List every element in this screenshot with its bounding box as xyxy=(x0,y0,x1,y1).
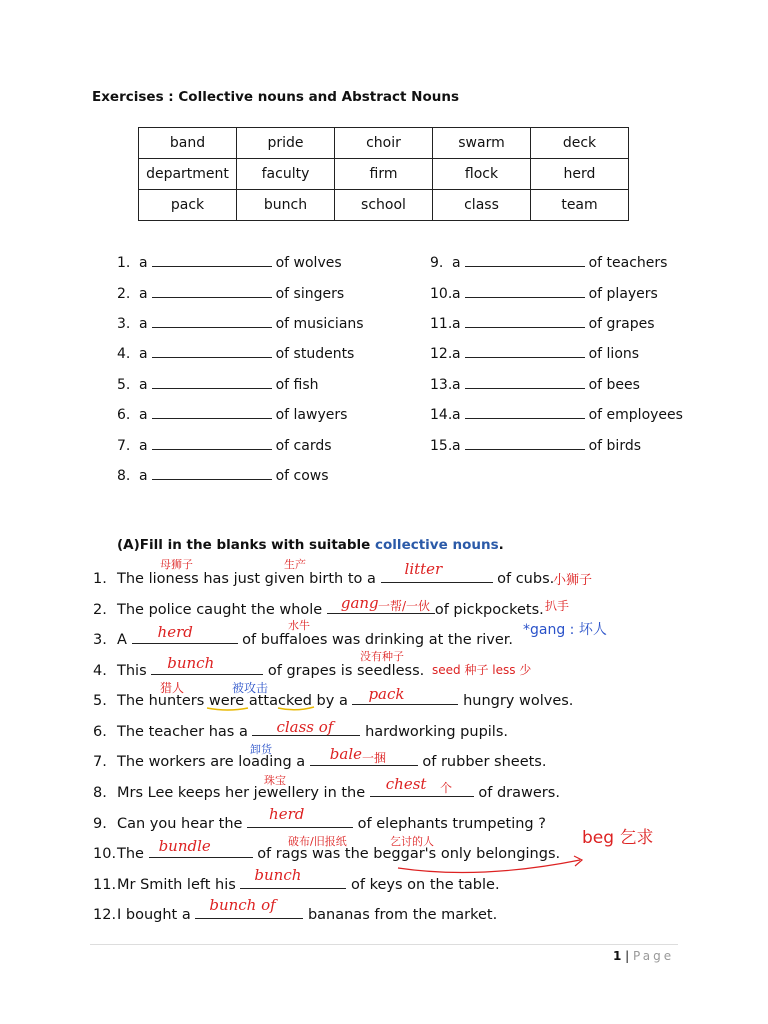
exercise-article: a xyxy=(452,377,461,393)
handwritten-answer: bale xyxy=(329,745,363,763)
question-number: 7. xyxy=(93,754,107,770)
question-text-before: A xyxy=(117,632,127,648)
handwritten-note: 没有种子 xyxy=(360,650,404,663)
section-heading-highlight: collective nouns xyxy=(375,537,499,553)
exercise-number: 5. xyxy=(117,377,131,393)
handwritten-answer: class of xyxy=(276,718,334,736)
question-text-after: of drawers. xyxy=(478,785,560,801)
handwritten-note: 破布/旧报纸 xyxy=(288,835,347,848)
handwritten-answer: herd xyxy=(157,623,193,641)
exercise-text: of students xyxy=(275,346,355,362)
question-number: 4. xyxy=(93,663,107,679)
exercise-text: of fish xyxy=(275,377,319,393)
handwritten-note: seed 种子 less 少 xyxy=(432,663,532,677)
question-text-after: bananas from the market. xyxy=(307,907,498,923)
exercise-article: a xyxy=(452,346,461,362)
question-text-before: Mr Smith left his xyxy=(117,877,236,893)
exercise-number: 6. xyxy=(117,407,131,423)
handwritten-note: 珠宝 xyxy=(264,774,286,787)
table-cell: department xyxy=(139,159,237,190)
exercise-number: 14. xyxy=(430,407,453,423)
table-cell: herd xyxy=(531,159,629,190)
exercise-text: of singers xyxy=(275,286,345,302)
question-number: 12. xyxy=(93,907,117,923)
question-text-after: of cubs. xyxy=(497,571,555,587)
handwritten-answer: bunch xyxy=(254,866,302,884)
handwritten-note: *gang : 坏人 xyxy=(523,622,607,638)
exercise-article: a xyxy=(452,438,461,454)
question-text-after: of elephants trumpeting ? xyxy=(357,816,546,832)
handwritten-answer: bunch xyxy=(167,654,215,672)
exercise-text: of cows xyxy=(275,468,329,484)
exercise-number: 10. xyxy=(430,286,453,302)
question-number: 6. xyxy=(93,724,107,740)
exercise-number: 13. xyxy=(430,377,453,393)
handwritten-answer: chest xyxy=(385,775,427,793)
table-cell: pride xyxy=(237,128,335,159)
page-label: Page xyxy=(633,949,675,963)
question-number: 8. xyxy=(93,785,107,801)
exercise-article: a xyxy=(139,255,148,271)
handwritten-answer: bundle xyxy=(158,837,211,855)
arrow-icon xyxy=(398,860,580,873)
handwritten-note: 猎人 xyxy=(160,681,185,695)
exercise-number: 2. xyxy=(117,286,131,302)
exercise-text: of cards xyxy=(275,438,332,454)
handwritten-note: 卸货 xyxy=(250,743,272,756)
question-text-before: The lioness has just given birth to a xyxy=(117,571,376,587)
handwritten-note: 水牛 xyxy=(288,619,310,632)
exercise-article: a xyxy=(452,407,461,423)
section-heading-suffix: . xyxy=(498,537,504,553)
question-text-after: of pickpockets. xyxy=(434,602,544,618)
exercise-text: of musicians xyxy=(275,316,364,332)
footer-divider xyxy=(90,944,678,945)
exercise-number: 9. xyxy=(430,255,444,271)
handwritten-note: 一捆 xyxy=(362,751,387,765)
table-cell: band xyxy=(139,128,237,159)
question-text-after: of rubber sheets. xyxy=(422,754,547,770)
exercise-article: a xyxy=(139,377,148,393)
exercise-number: 11. xyxy=(430,316,453,332)
exercise-text: of bees xyxy=(588,377,640,393)
question-number: 5. xyxy=(93,693,107,709)
exercise-text: of wolves xyxy=(275,255,342,271)
exercise-text: of lions xyxy=(588,346,640,362)
handwritten-note: 小狮子 xyxy=(553,573,593,588)
question-text-before: The police caught the whole xyxy=(117,602,323,618)
question-number: 10. xyxy=(93,846,117,862)
exercise-number: 7. xyxy=(117,438,131,454)
handwritten-note: 扒手 xyxy=(545,599,570,613)
exercise-text: of employees xyxy=(588,407,683,423)
question-text-before: The xyxy=(117,846,144,862)
handwritten-answer: herd xyxy=(269,805,305,823)
table-cell: firm xyxy=(335,159,433,190)
table-cell: faculty xyxy=(237,159,335,190)
question-text-before: Can you hear the xyxy=(117,816,243,832)
handwritten-note: 被攻击 xyxy=(232,681,269,695)
question-text-after: of keys on the table. xyxy=(351,877,500,893)
question-text-after: hardworking pupils. xyxy=(365,724,509,740)
table-cell: class xyxy=(433,190,531,221)
page-separator: | xyxy=(621,949,634,963)
exercise-article: a xyxy=(452,286,461,302)
table-cell: deck xyxy=(531,128,629,159)
page-footer xyxy=(613,949,674,963)
handwritten-note: 乞讨的人 xyxy=(390,835,434,848)
page-title: Exercises : Collective nouns and Abstract Nouns xyxy=(92,89,460,105)
handwritten-note: 个 xyxy=(440,781,453,795)
table-cell: swarm xyxy=(433,128,531,159)
exercise-article: a xyxy=(452,255,461,271)
exercise-number: 12. xyxy=(430,346,453,362)
page-number: 1 xyxy=(613,949,622,963)
yellow-underline xyxy=(278,707,314,710)
exercise-text: of teachers xyxy=(588,255,668,271)
question-number: 2. xyxy=(93,602,107,618)
exercise-article: a xyxy=(139,286,148,302)
question-text-after: hungry wolves. xyxy=(463,693,574,709)
handwritten-answer: bunch of xyxy=(209,896,276,914)
question-number: 1. xyxy=(93,571,107,587)
yellow-underline xyxy=(207,708,248,710)
handwritten-note: 生产 xyxy=(284,558,306,571)
section-heading-prefix: (A)Fill in the blanks with suitable xyxy=(117,537,376,553)
table-cell: bunch xyxy=(237,190,335,221)
question-text-after: of rags was the beggar's only belongings. xyxy=(257,846,561,862)
handwritten-answer: pack xyxy=(368,685,405,703)
exercise-article: a xyxy=(139,407,148,423)
question-text-before: This xyxy=(117,663,147,679)
question-number: 9. xyxy=(93,816,107,832)
question-number: 3. xyxy=(93,632,107,648)
question-text-before: The teacher has a xyxy=(117,724,248,740)
exercise-number: 1. xyxy=(117,255,131,271)
handwritten-answer: gang xyxy=(340,594,379,612)
handwritten-note: 母狮子 xyxy=(160,558,193,571)
exercise-text: of grapes xyxy=(588,316,655,332)
question-text-before: Mrs Lee keeps her jewellery in the xyxy=(117,785,366,801)
exercise-text: of players xyxy=(588,286,658,302)
table-cell: team xyxy=(531,190,629,221)
exercise-article: a xyxy=(139,346,148,362)
table-cell: school xyxy=(335,190,433,221)
exercise-number: 3. xyxy=(117,316,131,332)
table-cell: pack xyxy=(139,190,237,221)
exercise-number: 8. xyxy=(117,468,131,484)
question-text-after: of grapes is seedless. xyxy=(267,663,425,679)
table-cell: choir xyxy=(335,128,433,159)
handwritten-answer: litter xyxy=(404,560,443,578)
exercise-text: of birds xyxy=(588,438,642,454)
exercise-number: 15. xyxy=(430,438,453,454)
table-cell: flock xyxy=(433,159,531,190)
exercise-article: a xyxy=(452,316,461,332)
exercise-article: a xyxy=(139,438,148,454)
exercise-number: 4. xyxy=(117,346,131,362)
handwritten-note: 一帮/一伙 xyxy=(378,599,431,613)
exercise-article: a xyxy=(139,468,148,484)
handwritten-note: beg 乞求 xyxy=(582,828,654,848)
question-text-after: of buffaloes was drinking at the river. xyxy=(242,632,514,648)
exercise-text: of lawyers xyxy=(275,407,348,423)
exercise-article: a xyxy=(139,316,148,332)
question-text-before: The workers are loading a xyxy=(117,754,306,770)
question-text-before: The hunters were attacked by a xyxy=(117,693,348,709)
question-text-before: I bought a xyxy=(117,907,191,923)
question-number: 11. xyxy=(93,877,117,893)
